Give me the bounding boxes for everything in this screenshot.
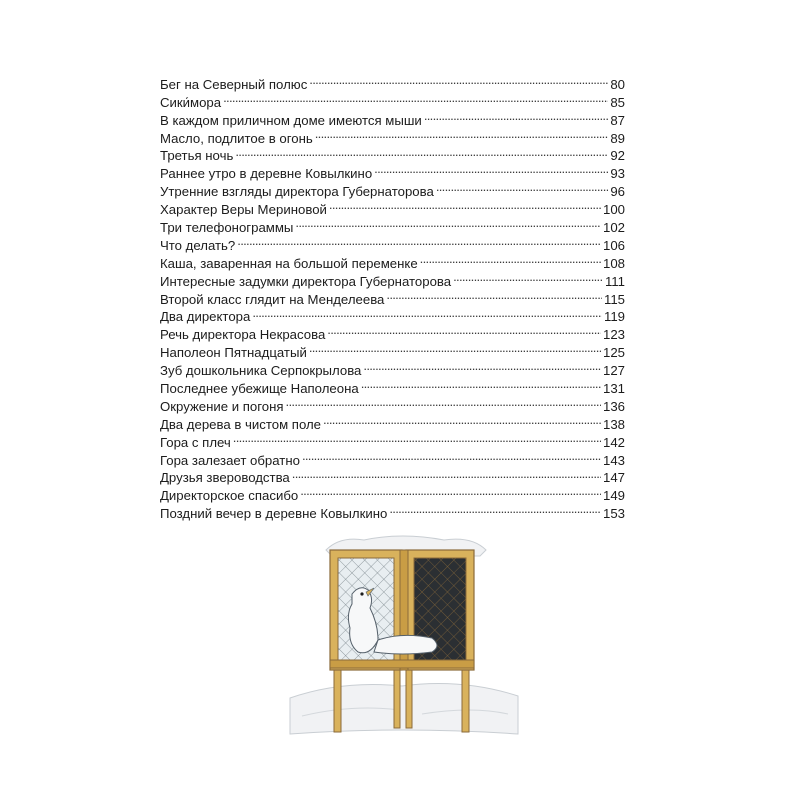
toc-dot-leader xyxy=(237,232,601,250)
toc-entry-page: 108 xyxy=(602,255,625,271)
toc-entry-title: Зуб дошкольника Серпокрылова xyxy=(160,363,362,379)
toc-entry-page: 131 xyxy=(602,381,625,397)
toc-entry-title: Два дерева в чистом поле xyxy=(160,416,322,432)
toc-dot-leader xyxy=(302,447,601,465)
toc-entry-page: 102 xyxy=(602,220,625,236)
toc-dot-leader xyxy=(420,250,601,268)
toc-entry-page: 87 xyxy=(610,112,625,128)
toc-dot-leader xyxy=(223,89,608,107)
toc-entry-page: 149 xyxy=(602,488,625,504)
toc-entry-title: Что делать? xyxy=(160,237,236,253)
toc-dot-leader xyxy=(295,214,601,232)
toc-dot-leader xyxy=(361,375,601,393)
toc-entry-page: 85 xyxy=(610,94,625,110)
toc-entry-page: 142 xyxy=(602,434,625,450)
toc-entry-title: Сики́мора xyxy=(160,94,222,110)
toc-entry-page: 92 xyxy=(610,148,625,164)
toc-entry-title: Интересные задумки директора Губернаторова xyxy=(160,273,452,289)
toc-entry-title: Гора залезает обратно xyxy=(160,452,300,468)
toc-entry-page: 100 xyxy=(602,202,625,218)
toc-entry-page: 147 xyxy=(602,470,625,486)
toc-entry-title: Каша, заваренная на большой переменке xyxy=(160,255,418,271)
toc-entry-title: Утренние взгляды директора Губернаторова xyxy=(160,184,434,200)
toc-entry-page: 136 xyxy=(602,398,625,414)
toc-entry xyxy=(160,89,625,110)
toc-dot-leader xyxy=(323,411,601,429)
toc-entry-title: Директорское спасибо xyxy=(160,488,299,504)
toc-dot-leader xyxy=(300,482,601,500)
toc-entry-page: 143 xyxy=(602,452,625,468)
toc-dot-leader xyxy=(315,125,609,143)
toc-entry-title: Третья ночь xyxy=(160,148,234,164)
toc-entry-title: В каждом приличном доме имеются мыши xyxy=(160,112,422,128)
toc-dot-leader xyxy=(363,357,601,375)
toc-entry-page: 80 xyxy=(610,76,625,92)
toc-dot-leader xyxy=(233,429,601,447)
toc-entry-page: 138 xyxy=(602,416,625,432)
toc-dot-leader xyxy=(252,304,602,322)
toc-entry-page: 106 xyxy=(602,237,625,253)
toc-entry-page: 125 xyxy=(602,345,625,361)
toc-entry-title: Речь директора Некрасова xyxy=(160,327,326,343)
toc-entry-title: Друзья звероводства xyxy=(160,470,290,486)
table-of-contents xyxy=(160,71,625,522)
toc-dot-leader xyxy=(329,196,601,214)
toc-entry-title: Поздний вечер в деревне Ковылкино xyxy=(160,506,388,522)
toc-entry xyxy=(160,71,625,92)
toc-entry-title: Три телефонограммы xyxy=(160,220,294,236)
toc-dot-leader xyxy=(327,321,601,339)
toc-entry-page: 119 xyxy=(603,309,625,325)
toc-dot-leader xyxy=(374,160,608,178)
toc-dot-leader xyxy=(453,268,603,286)
toc-entry-page: 115 xyxy=(603,291,625,307)
toc-entry xyxy=(160,107,625,128)
toc-entry-title: Второй класс глядит на Менделеева xyxy=(160,291,385,307)
toc-dot-leader xyxy=(292,465,601,483)
toc-entry-page: 153 xyxy=(602,506,625,522)
toc-entry-title: Характер Веры Мериновой xyxy=(160,202,327,218)
toc-entry-title: Последнее убежище Наполеона xyxy=(160,381,359,397)
toc-entry-page: 96 xyxy=(610,184,625,200)
toc-dot-leader xyxy=(386,286,602,304)
toc-entry-title: Окружение и погоня xyxy=(160,398,284,414)
toc-dot-leader xyxy=(389,500,601,518)
toc-entry-title: Гора с плеч xyxy=(160,434,231,450)
cage-floor xyxy=(330,660,474,668)
cage-illustration xyxy=(282,528,522,778)
toc-dot-leader xyxy=(424,107,609,125)
toc-entry-page: 123 xyxy=(602,327,625,343)
toc-dot-leader xyxy=(309,71,608,89)
toc-entry-page: 111 xyxy=(604,273,625,289)
toc-entry-title: Наполеон Пятнадцатый xyxy=(160,345,307,361)
toc-dot-leader xyxy=(235,143,608,161)
toc-dot-leader xyxy=(436,178,609,196)
toc-entry-title: Раннее утро в деревне Ковылкино xyxy=(160,166,373,182)
toc-entry-title: Бег на Северный полюс xyxy=(160,76,308,92)
toc-entry-title: Два директора xyxy=(160,309,251,325)
toc-entry-page: 127 xyxy=(602,363,625,379)
toc-dot-leader xyxy=(286,393,601,411)
toc-dot-leader xyxy=(309,339,601,357)
snow-ground xyxy=(290,684,518,734)
toc-entry-page: 89 xyxy=(610,130,625,146)
toc-entry-title: Масло, подлитое в огонь xyxy=(160,130,313,146)
toc-entry-page: 93 xyxy=(610,166,625,182)
